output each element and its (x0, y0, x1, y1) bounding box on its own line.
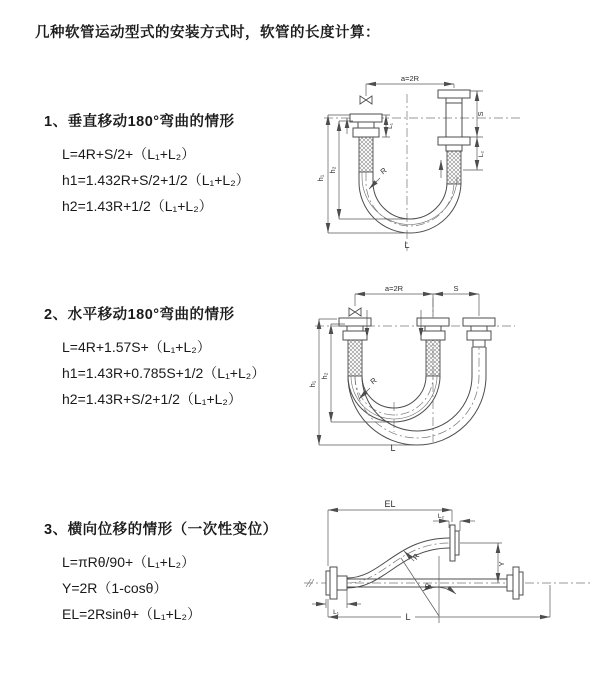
formula-line: h1=1.432R+S/2+1/2（L₁+L₂） (62, 172, 250, 188)
dim-label-h1: h₁ (316, 174, 325, 182)
section-1 (44, 110, 250, 219)
formula-line: L=4R+1.57S+（L₁+L₂） (62, 339, 211, 355)
dim-label-l: L (405, 612, 411, 622)
hose-s-curve (347, 538, 450, 588)
dim-label-y: Y (497, 561, 506, 567)
section-3-formulas (62, 549, 278, 627)
section-1-formulas (62, 141, 250, 219)
upper-flange-assembly (450, 525, 459, 561)
travel-dimension-right (463, 91, 485, 170)
formula-line: h2=1.43R+S/2+1/2（L₁+L₂） (62, 391, 242, 407)
formula-line: EL=2Rsinθ+（L₁+L₂） (62, 606, 201, 622)
section-3 (44, 518, 278, 627)
diagram-horizontal-180-bend (303, 282, 598, 452)
radius-label: R (378, 165, 389, 177)
page-title: 几种软管运动型式的安装方式时，软管的长度计算： (35, 25, 380, 41)
y-dimension (460, 543, 506, 583)
dim-label-el: EL (384, 499, 396, 509)
hose-u-bend (359, 172, 461, 233)
length-label: L (404, 240, 410, 250)
left-flange-assembly (350, 114, 382, 172)
dim-label-l1: L₁ (387, 123, 394, 129)
dim-label-s: S (476, 111, 485, 117)
dim-label-l2: L₂ (437, 513, 445, 520)
section-2-heading: 2、水平移动180°弯曲的情形 (44, 307, 235, 323)
el-dimension (328, 499, 452, 566)
angle-label: θ (424, 582, 430, 591)
dim-label-a2r: a=2R (400, 74, 420, 83)
movement-arrows (367, 310, 421, 338)
section-2-formulas (62, 334, 265, 412)
middle-flange-assembly (417, 318, 449, 376)
valve-icon (349, 308, 361, 316)
top-dimension (366, 74, 454, 88)
formula-line: h1=1.43R+0.785S+1/2（L₁+L₂） (62, 365, 266, 381)
dim-label-s: S (453, 284, 459, 293)
formula-line: h2=1.43R+1/2（L₁+L₂） (62, 198, 213, 214)
length-label: L (390, 443, 396, 452)
valve-icon (360, 84, 372, 104)
diagram-lateral-displacement (298, 498, 598, 646)
dim-label-h1: h₁ (308, 380, 317, 388)
formula-line: L=πRθ/90+（L₁+L₂） (62, 554, 196, 570)
dim-label-l2: L₂ (478, 150, 485, 158)
formula-line: L=4R+S/2+（L₁+L₂） (62, 146, 196, 162)
dim-label-h2: h₂ (328, 166, 337, 174)
left-flange-assembly (326, 567, 347, 599)
section-1-heading: 1、垂直移动180°弯曲的情形 (44, 114, 235, 130)
section-3-heading: 3、横向位移的情形（一次性变位） (44, 522, 278, 538)
dim-label-l1: L₁ (333, 609, 339, 616)
section-2 (44, 303, 265, 412)
diagram-vertical-180-bend (306, 70, 591, 256)
dim-label-h2: h₂ (320, 372, 329, 380)
right-flange-assembly (463, 318, 495, 347)
formula-line: Y=2R（1-cosθ） (62, 580, 168, 596)
radius-label: R (410, 551, 422, 562)
top-dimensions (355, 284, 479, 316)
dim-label-a2r: a=2R (384, 284, 404, 293)
left-flange-assembly (339, 318, 371, 376)
radius-label: R (368, 375, 379, 387)
